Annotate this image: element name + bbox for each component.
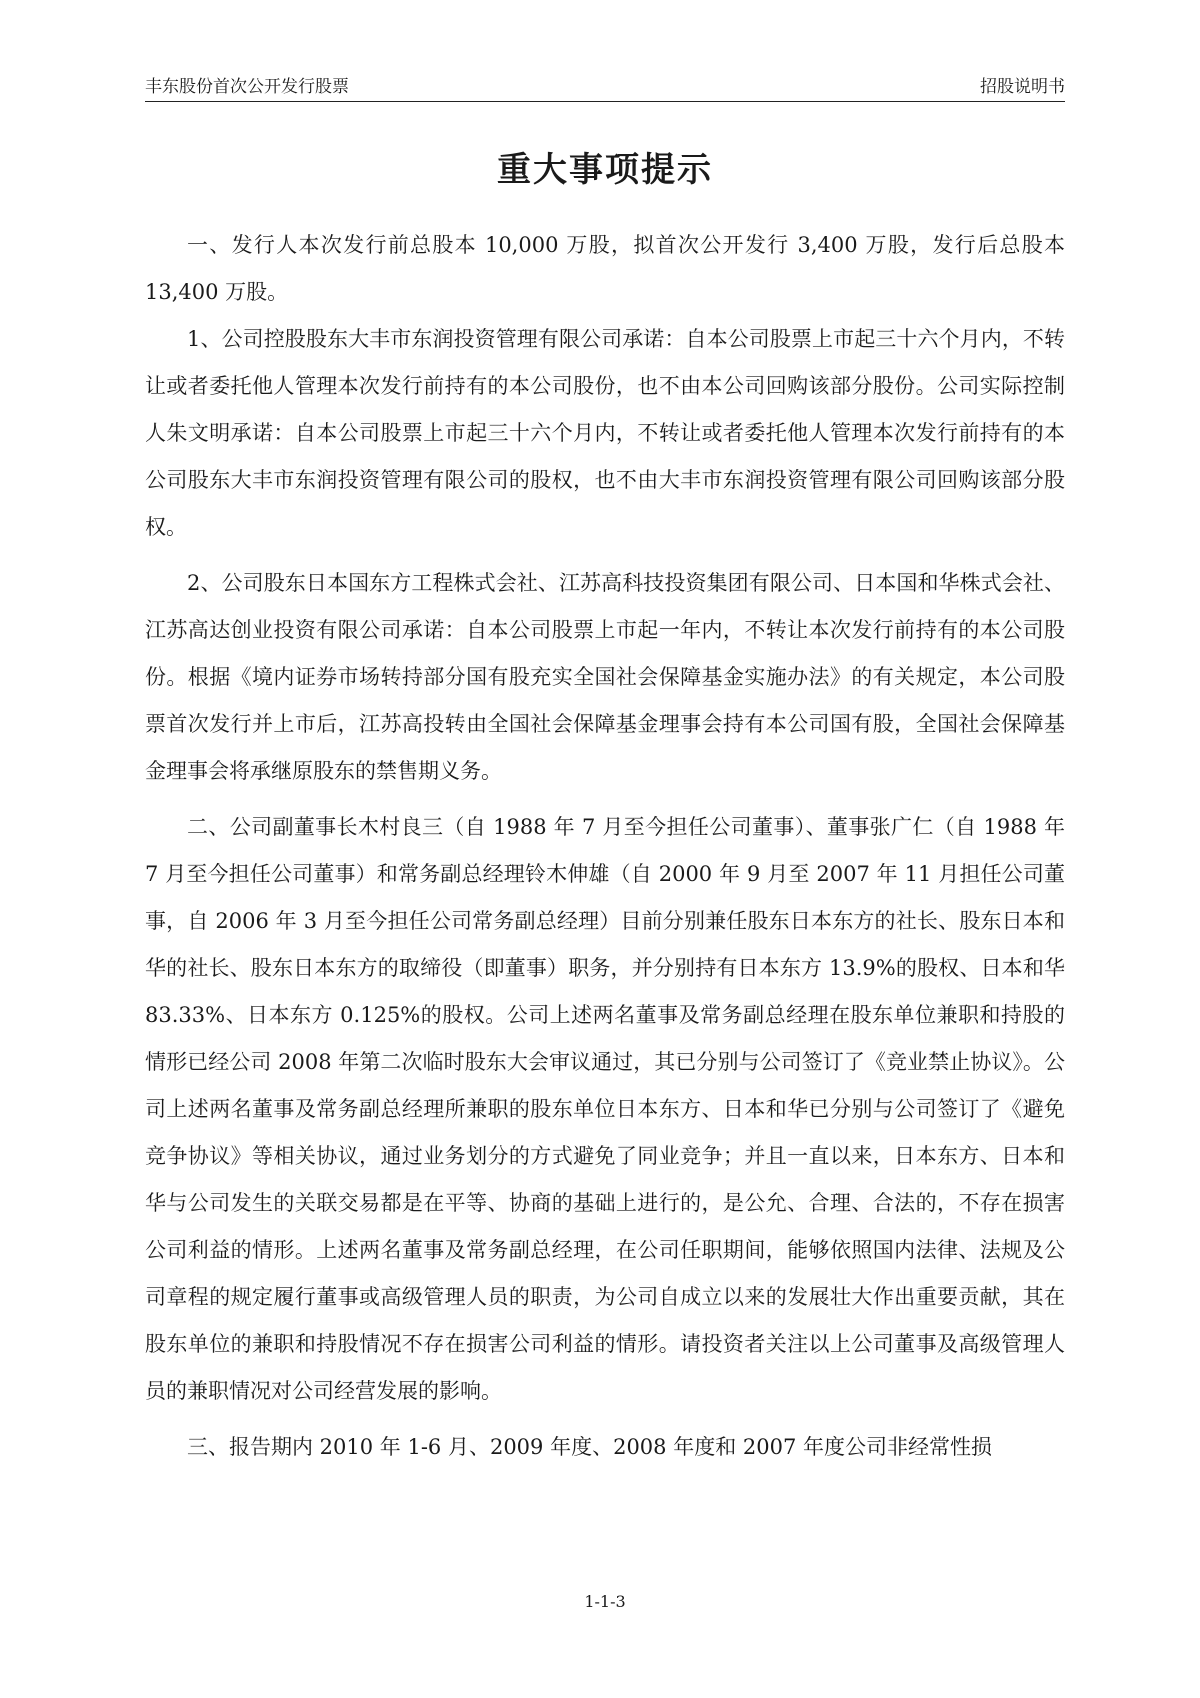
page-number: 1-1-3 xyxy=(584,1592,626,1611)
paragraph-1: 一、发行人本次发行前总股本 10,000 万股，拟首次公开发行 3,400 万股，发行后总股本 13,400 万股。 xyxy=(145,233,1065,304)
paragraph-3: 2、公司股东日本国东方工程株式会社、江苏高科技投资集团有限公司、日本国和华株式会社、江苏高达创业投资有限公司承诺：自本公司股票上市起一年内，不转让本次发行前持有的本公司股份。根据《境内证券市场转持部分国有股充实全国社会保障基金实施办法》的有关规定，本公司股票首次发行并上市后，江苏高投转由全国社会保障基金理事会持有本公司国有股，全国社会保障基金理事会将承继原股东的禁售期义务。 xyxy=(145,571,1065,783)
paragraph-4: 二、公司副董事长木村良三（自 1988 年 7 月至今担任公司董事）、董事张广仁（自 1988 年 7 月至今担任公司董事）和常务副总经理铃木伸雄（自 2000 年 9 月至 2007 年 11 月担任公司董事，自 2006 年 3 月至今担任公司常务副总经理）目前分别兼任股东日本东方的社长、股东日本和华的社长、股东日本东方的取缔役（即董事）职务，并分别持有日本东方 13.9%的股权、日本和华 83.33%、日本东方 0.125%的股权。公司上述两名董事及常务副总经理在股东单位兼职和持股的情形已经公司 2008 年第二次临时股东大会审议通过，其已分别与公司签订了《竞业禁止协议》。公司上述两名董事及常务副总经理所兼职的股东单位日本东方、日本和华已分别与公司签订了《避免竞争协议》等相关协议，通过业务划分的方式避免了同业竞争；并且一直以来，日本东方、日本和华与公司发生的关联交易都是在平等、协商的基础上进行的，是公允、合理、合法的，不存在损害公司利益的情形。上述两名董事及常务副总经理，在公司任职期间，能够依照国内法律、法规及公司章程的规定履行董事或高级管理人员的职责，为公司自成立以来的发展壮大作出重要贡献，其在股东单位的兼职和持股情况不存在损害公司利益的情形。请投资者关注以上公司董事及高级管理人员的兼职情况对公司经营发展的影响。 xyxy=(145,815,1065,1403)
paragraph-5: 三、报告期内 2010 年 1-6 月、2009 年度、2008 年度和 2007 年度公司非经常性损 xyxy=(187,1435,992,1459)
document-body xyxy=(145,222,1065,1471)
page-header xyxy=(145,70,1065,102)
paragraph-2: 1、公司控股股东大丰市东润投资管理有限公司承诺：自本公司股票上市起三十六个月内，不转让或者委托他人管理本次发行前持有的本公司股份，也不由本公司回购该部分股份。公司实际控制人朱文明承诺：自本公司股票上市起三十六个月内，不转让或者委托他人管理本次发行前持有的本公司股东大丰市东润投资管理有限公司的股权，也不由大丰市东润投资管理有限公司回购该部分股权。 xyxy=(145,327,1065,539)
header-right-title: 招股说明书 xyxy=(980,77,1065,97)
header-left-title: 丰东股份首次公开发行股票 xyxy=(145,77,349,97)
page-title: 重大事项提示 xyxy=(497,150,713,190)
